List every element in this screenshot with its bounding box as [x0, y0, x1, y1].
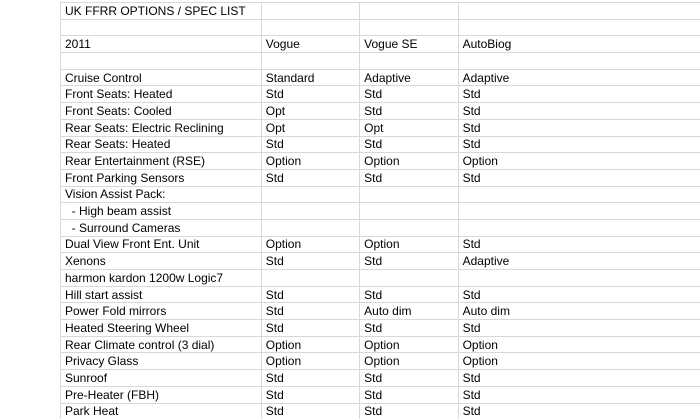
- feature-cell[interactable]: - High beam assist: [61, 203, 262, 220]
- value-cell[interactable]: Adaptive: [458, 69, 700, 86]
- feature-cell[interactable]: Cruise Control: [61, 69, 262, 86]
- value-cell[interactable]: Std: [458, 136, 700, 153]
- value-cell[interactable]: Option: [261, 153, 359, 170]
- value-cell[interactable]: Adaptive: [458, 253, 700, 270]
- value-cell[interactable]: Option: [261, 336, 359, 353]
- table-row: [61, 253, 700, 270]
- value-cell[interactable]: Option: [458, 353, 700, 370]
- table-row: [61, 103, 700, 120]
- value-cell[interactable]: Opt: [261, 119, 359, 136]
- value-cell[interactable]: Std: [360, 86, 458, 103]
- value-cell[interactable]: [261, 219, 359, 236]
- value-cell[interactable]: Std: [458, 403, 700, 419]
- value-cell[interactable]: [261, 203, 359, 220]
- empty-cell[interactable]: [61, 53, 262, 70]
- empty-cell[interactable]: [61, 19, 262, 36]
- header-vogue-se[interactable]: Vogue SE: [360, 36, 458, 53]
- blank-row: [61, 19, 700, 36]
- table-row: [61, 270, 700, 287]
- empty-cell[interactable]: [261, 19, 359, 36]
- header-row: [61, 36, 700, 53]
- value-cell[interactable]: Std: [261, 169, 359, 186]
- value-cell[interactable]: Std: [360, 253, 458, 270]
- feature-cell[interactable]: Privacy Glass: [61, 353, 262, 370]
- value-cell[interactable]: [261, 270, 359, 287]
- value-cell[interactable]: [458, 270, 700, 287]
- value-cell[interactable]: [458, 186, 700, 203]
- value-cell[interactable]: Std: [261, 253, 359, 270]
- value-cell[interactable]: [458, 203, 700, 220]
- table-row: [61, 169, 700, 186]
- value-cell[interactable]: Option: [458, 336, 700, 353]
- table-row: [61, 119, 700, 136]
- value-cell[interactable]: Adaptive: [360, 69, 458, 86]
- empty-cell[interactable]: [360, 53, 458, 70]
- table-row: [61, 386, 700, 403]
- value-cell[interactable]: Std: [261, 370, 359, 387]
- header-year[interactable]: 2011: [61, 36, 262, 53]
- table-row: [61, 186, 700, 203]
- value-cell[interactable]: Std: [458, 86, 700, 103]
- value-cell[interactable]: Option: [261, 353, 359, 370]
- value-cell[interactable]: Std: [360, 136, 458, 153]
- feature-cell[interactable]: Rear Seats: Heated: [61, 136, 262, 153]
- value-cell[interactable]: [360, 186, 458, 203]
- value-cell[interactable]: Option: [360, 236, 458, 253]
- table-row: [61, 153, 700, 170]
- table-row: [61, 353, 700, 370]
- value-cell[interactable]: Std: [360, 103, 458, 120]
- feature-cell[interactable]: - Surround Cameras: [61, 219, 262, 236]
- feature-cell[interactable]: Rear Climate control (3 dial): [61, 336, 262, 353]
- empty-cell[interactable]: [261, 53, 359, 70]
- value-cell[interactable]: Auto dim: [360, 303, 458, 320]
- value-cell[interactable]: Std: [458, 286, 700, 303]
- value-cell[interactable]: Option: [360, 353, 458, 370]
- table-row: [61, 136, 700, 153]
- value-cell[interactable]: Std: [261, 403, 359, 419]
- feature-cell[interactable]: Vision Assist Pack:: [61, 186, 262, 203]
- table-row: [61, 370, 700, 387]
- feature-cell[interactable]: Xenons: [61, 253, 262, 270]
- feature-cell[interactable]: Pre-Heater (FBH): [61, 386, 262, 403]
- table-row: [61, 69, 700, 86]
- value-cell[interactable]: [360, 203, 458, 220]
- feature-cell[interactable]: Rear Seats: Electric Reclining: [61, 119, 262, 136]
- title-row: [61, 3, 700, 20]
- empty-cell[interactable]: [458, 53, 700, 70]
- value-cell[interactable]: [360, 219, 458, 236]
- blank-row: [61, 53, 700, 70]
- table-row: [61, 203, 700, 220]
- value-cell[interactable]: Std: [458, 320, 700, 337]
- value-cell[interactable]: Std: [261, 303, 359, 320]
- value-cell[interactable]: Std: [261, 136, 359, 153]
- table-row: [61, 236, 700, 253]
- value-cell[interactable]: Std: [360, 370, 458, 387]
- value-cell[interactable]: [458, 219, 700, 236]
- value-cell[interactable]: Auto dim: [458, 303, 700, 320]
- feature-cell[interactable]: Hill start assist: [61, 286, 262, 303]
- feature-cell[interactable]: Power Fold mirrors: [61, 303, 262, 320]
- feature-cell[interactable]: Front Parking Sensors: [61, 169, 262, 186]
- value-cell[interactable]: Std: [261, 286, 359, 303]
- value-cell[interactable]: Opt: [360, 119, 458, 136]
- table-row: [61, 86, 700, 103]
- feature-cell[interactable]: Heated Steering Wheel: [61, 320, 262, 337]
- value-cell[interactable]: Std: [458, 386, 700, 403]
- empty-cell[interactable]: [360, 19, 458, 36]
- feature-cell[interactable]: Front Seats: Heated: [61, 86, 262, 103]
- value-cell[interactable]: Option: [360, 336, 458, 353]
- value-cell[interactable]: Std: [261, 386, 359, 403]
- feature-cell[interactable]: Front Seats: Cooled: [61, 103, 262, 120]
- value-cell[interactable]: Std: [360, 169, 458, 186]
- spec-table: [60, 2, 700, 419]
- table-row: [61, 286, 700, 303]
- table-row: [61, 219, 700, 236]
- empty-cell[interactable]: [360, 3, 458, 20]
- value-cell[interactable]: Standard: [261, 69, 359, 86]
- empty-cell[interactable]: [458, 19, 700, 36]
- table-row: [61, 403, 700, 419]
- sheet-title[interactable]: UK FFRR OPTIONS / SPEC LIST: [61, 3, 262, 20]
- table-row: [61, 336, 700, 353]
- value-cell[interactable]: [360, 270, 458, 287]
- feature-cell[interactable]: Sunroof: [61, 370, 262, 387]
- empty-cell[interactable]: [458, 3, 700, 20]
- table-row: [61, 320, 700, 337]
- value-cell[interactable]: Option: [261, 236, 359, 253]
- value-cell[interactable]: Std: [458, 103, 700, 120]
- feature-cell[interactable]: Park Heat: [61, 403, 262, 419]
- table-row: [61, 303, 700, 320]
- feature-cell[interactable]: Dual View Front Ent. Unit: [61, 236, 262, 253]
- value-cell[interactable]: Std: [261, 320, 359, 337]
- value-cell[interactable]: Option: [458, 153, 700, 170]
- value-cell[interactable]: Std: [360, 320, 458, 337]
- value-cell[interactable]: Std: [360, 403, 458, 419]
- value-cell[interactable]: Std: [360, 386, 458, 403]
- value-cell[interactable]: Std: [458, 236, 700, 253]
- header-vogue[interactable]: Vogue: [261, 36, 359, 53]
- empty-cell[interactable]: [261, 3, 359, 20]
- value-cell[interactable]: Std: [458, 169, 700, 186]
- value-cell[interactable]: Option: [360, 153, 458, 170]
- value-cell[interactable]: Opt: [261, 103, 359, 120]
- header-autobiog[interactable]: AutoBiog: [458, 36, 700, 53]
- feature-cell[interactable]: Rear Entertainment (RSE): [61, 153, 262, 170]
- feature-cell[interactable]: harmon kardon 1200w Logic7: [61, 270, 262, 287]
- value-cell[interactable]: Std: [458, 119, 700, 136]
- value-cell[interactable]: Std: [261, 86, 359, 103]
- value-cell[interactable]: Std: [458, 370, 700, 387]
- value-cell[interactable]: Std: [360, 286, 458, 303]
- value-cell[interactable]: [261, 186, 359, 203]
